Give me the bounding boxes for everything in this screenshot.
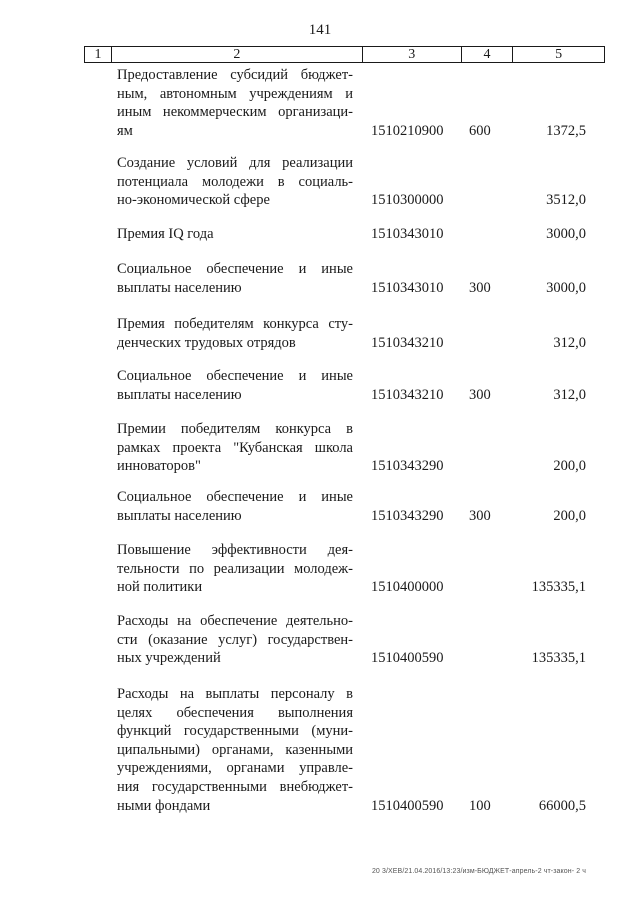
row-amount: 1372,5 xyxy=(546,122,586,139)
row-description xyxy=(117,420,353,476)
row-code: 1510343010 xyxy=(371,279,444,296)
description-line: ными фондами xyxy=(117,797,211,814)
row-expense-type: 300 xyxy=(469,507,491,524)
row-description xyxy=(117,315,353,352)
header-col-4: 4 xyxy=(462,47,514,62)
description-line: Премия победителям конкурса сту- xyxy=(117,316,353,332)
row-description xyxy=(117,367,353,404)
description-line: но-экономической сфере xyxy=(117,192,270,209)
row-code: 1510343210 xyxy=(371,386,444,403)
description-line: выплаты населению xyxy=(117,507,242,524)
row-code: 1510400590 xyxy=(371,797,444,814)
header-col-1: 1 xyxy=(85,47,112,62)
row-description xyxy=(117,225,353,244)
description-line: рамках проекта "Кубанская школа xyxy=(117,439,353,456)
description-line: выплаты населению xyxy=(117,279,242,296)
description-line: Премия IQ года xyxy=(117,226,214,242)
description-line: Социальное обеспечение и иные xyxy=(117,489,353,505)
description-line: выплаты населению xyxy=(117,386,242,403)
description-line: иным некоммерческим организаци- xyxy=(117,104,353,121)
row-code: 1510210900 xyxy=(371,122,444,139)
row-expense-type: 300 xyxy=(469,279,491,296)
row-amount: 200,0 xyxy=(553,458,586,475)
description-line: Повышение эффективности дея- xyxy=(117,542,353,558)
description-line: ципальными) органами, казенными xyxy=(117,741,353,758)
row-amount: 3000,0 xyxy=(546,226,586,242)
row-amount: 200,0 xyxy=(553,507,586,524)
header-col-5: 5 xyxy=(555,47,563,62)
row-code: 1510343290 xyxy=(371,507,444,524)
row-description xyxy=(117,685,353,815)
row-code: 1510400000 xyxy=(371,579,444,596)
row-amount: 3512,0 xyxy=(546,192,586,209)
row-code: 1510343210 xyxy=(371,334,444,351)
header-col-2: 2 xyxy=(112,47,363,62)
row-description xyxy=(117,541,353,597)
description-line: денческих трудовых отрядов xyxy=(117,334,296,351)
footer-stamp: 20 3/ХЕВ/21.04.2016/13:23/изм-БЮДЖЕТ-апрель-2 чт-закон- 2 ч xyxy=(371,868,586,875)
description-line: Социальное обеспечение и иные xyxy=(117,261,353,277)
row-code: 1510400590 xyxy=(371,650,444,667)
row-amount: 312,0 xyxy=(553,386,586,403)
row-description xyxy=(117,260,353,297)
description-line: Премии победителям конкурса в xyxy=(117,421,353,437)
description-line: Социальное обеспечение и иные xyxy=(117,368,353,384)
description-line: ния государственными внебюджет- xyxy=(117,778,353,795)
description-line: Предоставление субсидий бюджет- xyxy=(117,67,353,83)
description-line: ных учреждений xyxy=(117,650,221,667)
row-code: 1510300000 xyxy=(371,192,444,209)
row-amount: 135335,1 xyxy=(531,579,586,596)
row-description xyxy=(117,488,353,525)
description-line: инноваторов" xyxy=(117,458,201,475)
row-expense-type: 600 xyxy=(469,122,491,139)
row-description xyxy=(117,154,353,210)
row-expense-type: 300 xyxy=(469,386,491,403)
description-line: учреждениями, органами управле- xyxy=(117,760,353,777)
row-code: 1510343290 xyxy=(371,458,444,475)
row-code: 1510343010 xyxy=(371,226,444,242)
description-line: ям xyxy=(117,122,133,139)
header-col-3: 3 xyxy=(363,47,462,62)
description-line: Создание условий для реализации xyxy=(117,155,353,171)
row-amount: 135335,1 xyxy=(531,650,586,667)
description-line: функций государственными (муни- xyxy=(117,723,353,740)
row-amount: 312,0 xyxy=(553,334,586,351)
description-line: тельности по реализации молодеж- xyxy=(117,560,353,577)
row-expense-type: 100 xyxy=(469,797,491,814)
description-line: Расходы на выплаты персоналу в xyxy=(117,686,353,702)
row-description xyxy=(117,612,353,668)
description-line: ным, автономным учреждениям и xyxy=(117,85,353,102)
table-header xyxy=(84,46,605,63)
description-line: потенциала молодежи в социаль- xyxy=(117,173,353,190)
description-line: сти (оказание услуг) государствен- xyxy=(117,631,353,648)
description-line: ной политики xyxy=(117,579,203,596)
page-number: 141 xyxy=(308,22,332,38)
row-amount: 66000,5 xyxy=(538,797,586,814)
description-line: Расходы на обеспечение деятельно- xyxy=(117,613,353,629)
row-amount: 3000,0 xyxy=(546,279,586,296)
row-description xyxy=(117,66,353,140)
description-line: целях обеспечения выполнения xyxy=(117,704,353,721)
